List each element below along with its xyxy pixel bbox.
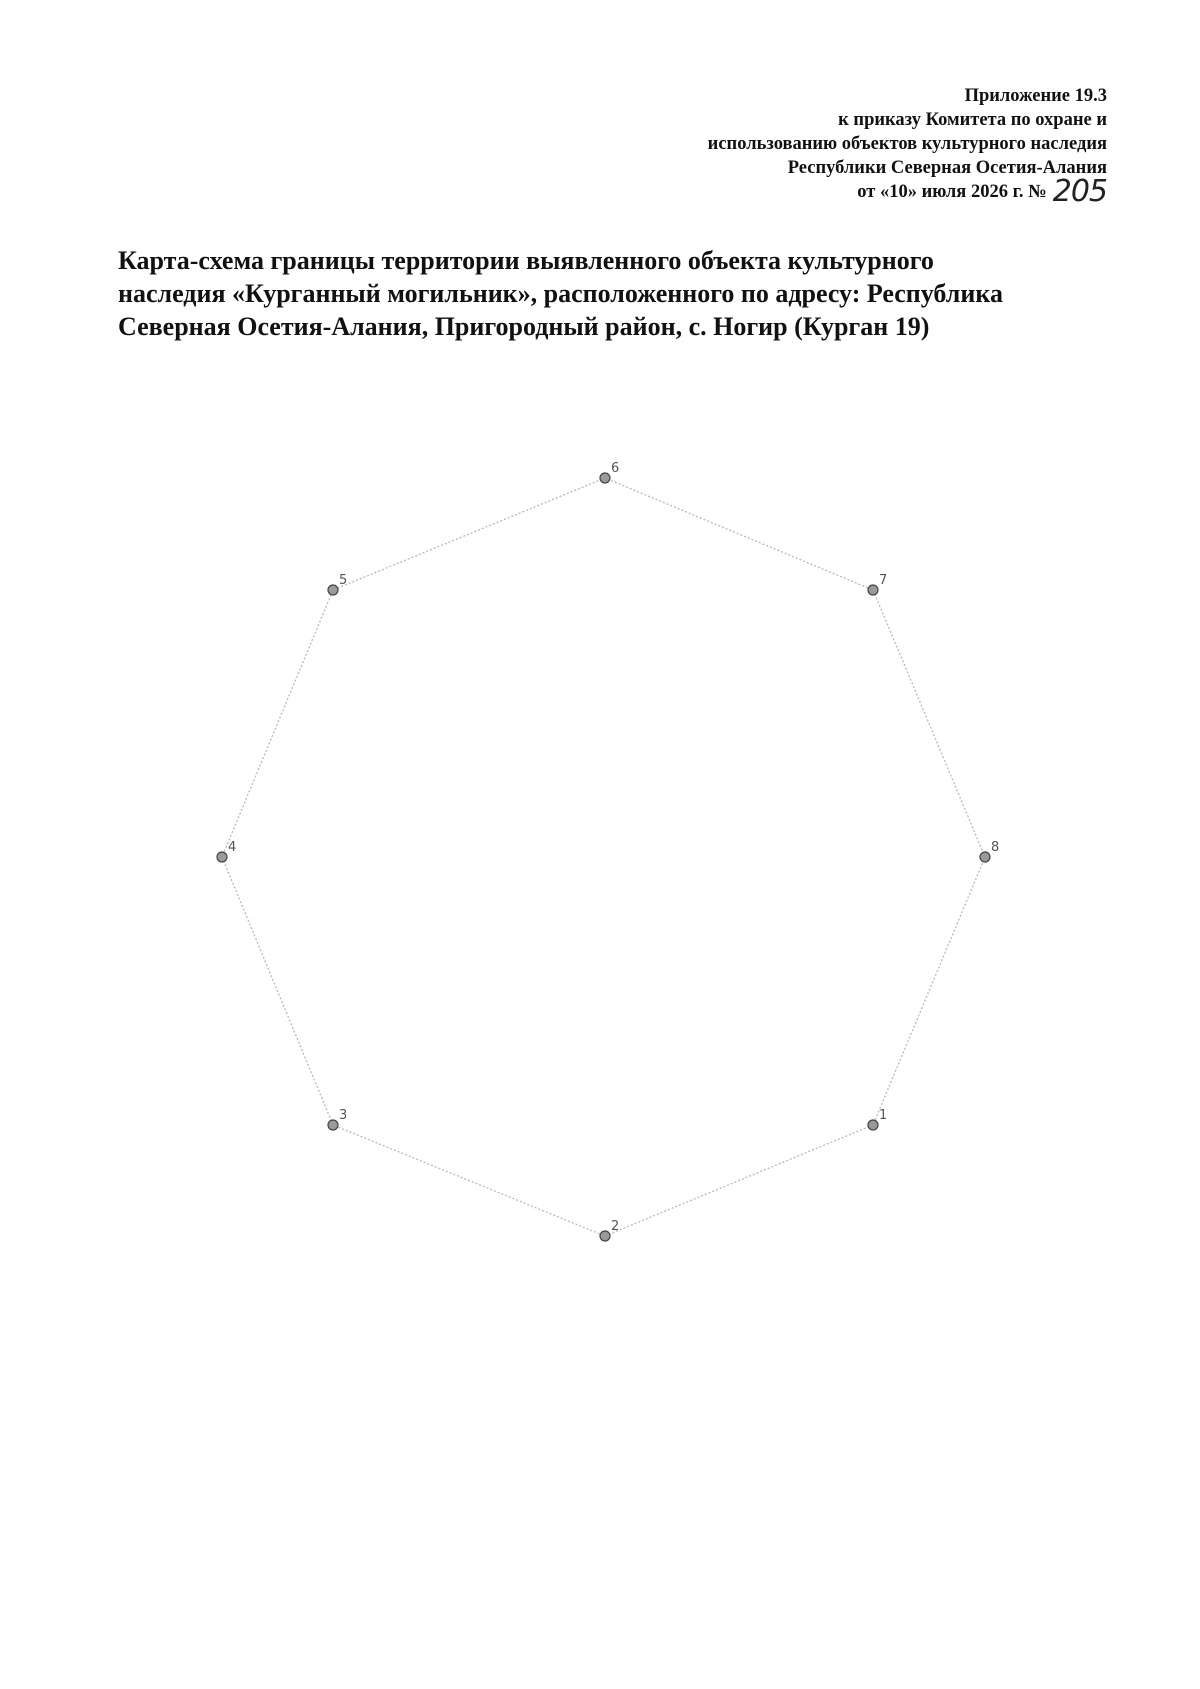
order-number-handwritten: 205 — [1052, 174, 1107, 209]
vertex-label-4: 4 — [228, 840, 237, 855]
vertex-marker-3 — [328, 1120, 338, 1130]
vertex-marker-8 — [980, 852, 990, 862]
vertex-marker-2 — [600, 1231, 610, 1241]
vertex-label-5: 5 — [339, 573, 348, 588]
vertex-marker-6 — [600, 473, 610, 483]
header-line-committee: использованию объектов культурного наследия — [707, 134, 1107, 154]
vertex-label-8: 8 — [991, 840, 1000, 855]
title-line-3: Северная Осетия-Алания, Пригородный район, с. Ногир (Курган 19) — [118, 312, 930, 341]
vertex-label-7: 7 — [879, 573, 888, 588]
vertex-label-2: 2 — [611, 1219, 620, 1234]
vertex-label-3: 3 — [339, 1108, 348, 1123]
boundary-vertices — [217, 461, 999, 1241]
title-line-1: Карта-схема границы территории выявленного объекта культурного — [118, 246, 934, 275]
vertex-marker-7 — [868, 585, 878, 595]
vertex-label-1: 1 — [879, 1108, 888, 1123]
header-line-republic: Республики Северная Осетия-Алания — [787, 158, 1107, 178]
appendix-number: Приложение 19.3 — [964, 86, 1107, 106]
title-line-2: наследия «Курганный могильник», расположенного по адресу: Республика — [118, 279, 1003, 308]
vertex-marker-1 — [868, 1120, 878, 1130]
vertex-marker-4 — [217, 852, 227, 862]
order-date: от «10» июля 2026 г. № — [857, 182, 1047, 202]
header-line-order: к приказу Комитета по охране и — [838, 110, 1107, 130]
vertex-marker-5 — [328, 585, 338, 595]
vertex-label-6: 6 — [611, 461, 620, 476]
